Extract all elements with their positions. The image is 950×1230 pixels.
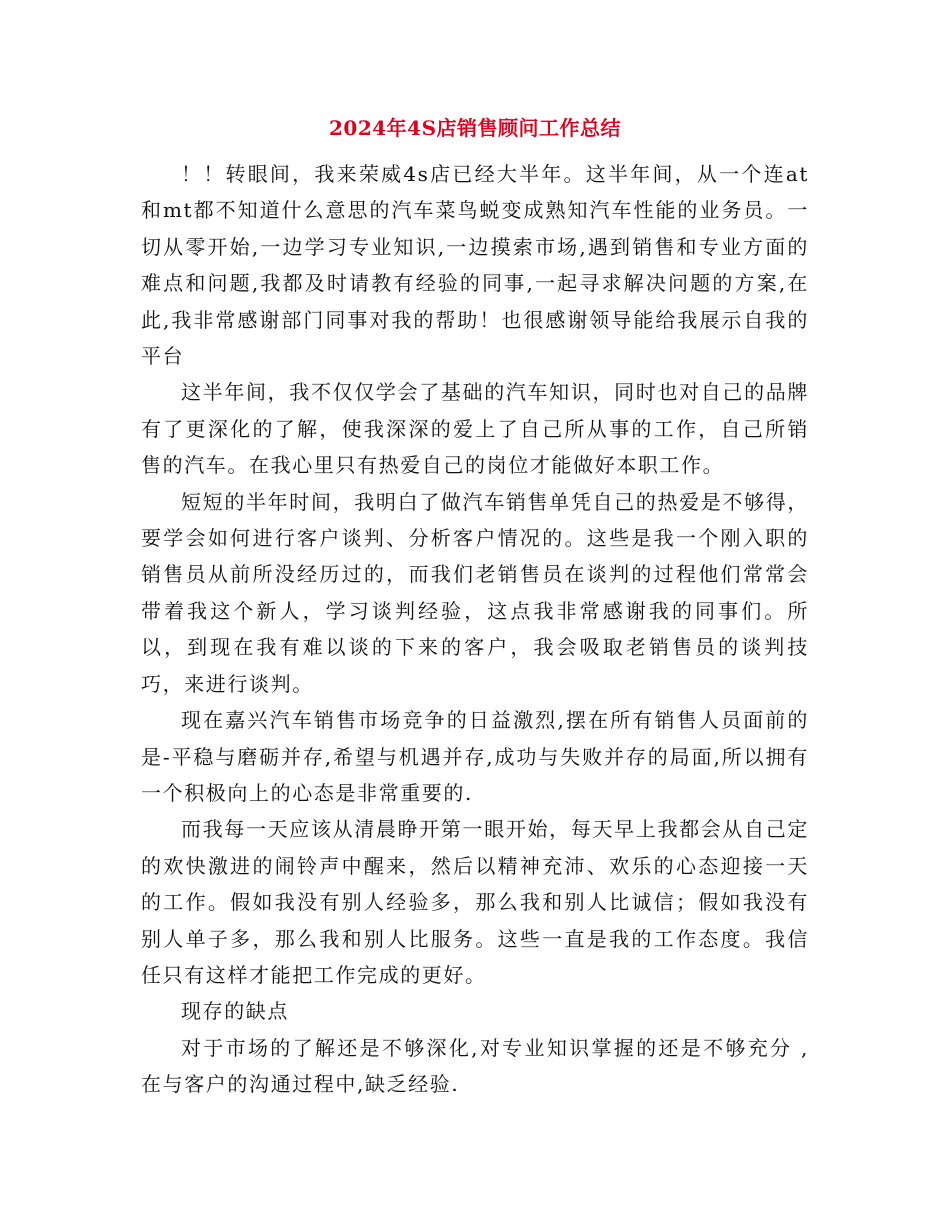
paragraph-knowledge: 这半年间，我不仅仅学会了基础的汽车知识，同时也对自己的品牌有了更深化的了解，使我深深的爱上了自己所从事的工作，自己所销售的汽车。在我心里只有热爱自己的岗位才能做好本职工作。 [141,380,809,478]
section-heading-shortcomings: 现存的缺点 [181,999,289,1024]
document-title: 2024年4S店销售顾问工作总结 [328,116,622,140]
document-body [141,156,809,1103]
paragraph-attitude: 而我每一天应该从清晨睁开第一眼开始，每天早上我都会从自己定的欢快激进的闹铃声中醒来，然后以精神充沛、欢乐的心态迎接一天的工作。假如我没有别人经验多，那么我和别人比诚信；假如我没有别人单子多，那么我和别人比服务。这些一直是我的工作态度。我信任只有这样才能把工作完成的更好。 [141,817,809,987]
paragraph-market: 现在嘉兴汽车销售市场竞争的日益激烈,摆在所有销售人员面前的是-平稳与磨砺并存,希望与机遇并存,成功与失败并存的局面,所以拥有一个积极向上的心态是非常重要的. [141,708,809,805]
paragraph-intro: ！！转眼间，我来荣威4s店已经大半年。这半年间，从一个连at和mt都不知道什么意思的汽车菜鸟蜕变成熟知汽车性能的业务员。一切从零开始,一边学习专业知识,一边摸索市场,遇到销售和专业方面的难点和问题,我都及时请教有经验的同事,一起寻求解决问题的方案,在此,我非常感谢部门同事对我的帮助！也很感谢领导能给我展示自我的平台 [141,162,809,369]
paragraph-shortcomings: 对于市场的了解还是不够深化,对专业知识掌握的还是不够充分 ,在与客户的沟通过程中,缺乏经验. [141,1035,809,1097]
paragraph-negotiation: 短短的半年时间，我明白了做汽车销售单凭自己的热爱是不够得，要学会如何进行客户谈判、分析客户情况的。这些是我一个刚入职的销售员从前所没经历过的，而我们老销售员在谈判的过程他们常常会带着我这个新人，学习谈判经验，这点我非常感谢我的同事们。所以，到现在我有难以谈的下来的客户，我会吸取老销售员的谈判技巧，来进行谈判。 [141,489,809,696]
